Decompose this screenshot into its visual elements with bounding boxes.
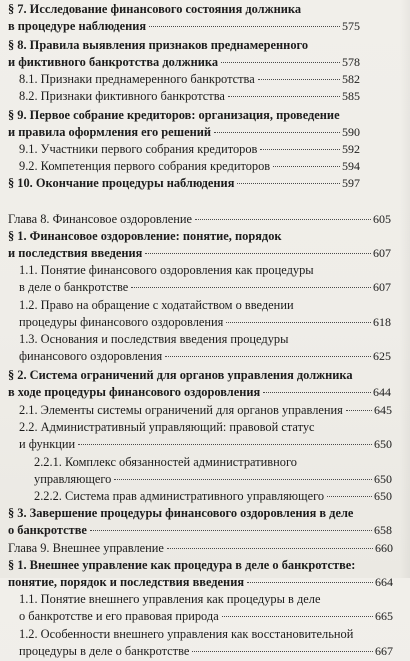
toc-entry-title: и правила оформления его решений xyxy=(8,125,212,139)
toc-entry-title: Глава 9. Внешнее управление xyxy=(8,541,164,555)
toc-entry xyxy=(19,297,391,315)
toc-entry-page-number: 607 xyxy=(373,246,391,260)
toc-entry-title: в ходе процедуры финансового оздоровления xyxy=(8,385,261,399)
toc-entry-page-number: 592 xyxy=(342,142,360,156)
toc-entry-title: 2.1. Элементы системы ограничений для органов управления xyxy=(19,403,343,417)
toc-entry-title: и последствия введения xyxy=(8,246,143,260)
toc-entry-title: § 1. Финансовое оздоровление: понятие, порядок xyxy=(8,229,282,243)
toc-entry-title: § 3. Завершение процедуры финансового оздоровления в деле xyxy=(8,506,354,520)
toc-entry xyxy=(8,124,360,142)
toc-entry-title: 8.1. Признаки преднамеренного банкротства xyxy=(19,72,255,86)
toc-entry-title: о банкротстве xyxy=(8,523,87,537)
toc-entry xyxy=(19,71,360,89)
toc-entry xyxy=(8,211,391,229)
toc-entry-title: 9.1. Участники первого собрания кредиторов xyxy=(19,142,258,156)
toc-entry xyxy=(19,279,391,297)
toc-entry-title: § 10. Окончание процедуры наблюдения xyxy=(8,176,235,190)
toc-entry xyxy=(34,454,392,472)
dot-leader xyxy=(165,356,371,357)
toc-entry-page-number: 594 xyxy=(342,159,360,173)
toc-entry xyxy=(8,522,392,540)
toc-entry-title: Глава 8. Финансовое оздоровление xyxy=(8,212,193,226)
toc-entry-page-number: 597 xyxy=(342,176,360,190)
toc-entry xyxy=(19,88,360,106)
toc-entry-page-number: 582 xyxy=(342,72,360,86)
dot-leader xyxy=(226,322,371,323)
toc-entry-page-number: 667 xyxy=(375,644,393,658)
dot-leader xyxy=(247,582,373,583)
toc-entry xyxy=(8,175,360,193)
toc-entry xyxy=(8,245,391,263)
dot-leader xyxy=(195,219,371,220)
toc-entry-title: 9.2. Компетенция первого собрания кредиторов xyxy=(19,159,271,173)
toc-entry-page-number: 644 xyxy=(373,385,391,399)
toc-entry xyxy=(8,228,391,246)
dot-leader xyxy=(273,166,340,167)
toc-entry-title: и функции xyxy=(19,437,76,451)
dot-leader xyxy=(214,132,340,133)
dot-leader xyxy=(260,149,340,150)
dot-leader xyxy=(346,410,372,411)
toc-entry xyxy=(19,591,393,609)
dot-leader xyxy=(221,62,340,63)
toc-entry-title: 1.2. Право на обращение с ходатайством о введении xyxy=(19,298,294,312)
dot-leader xyxy=(192,651,373,652)
dot-leader xyxy=(263,392,371,393)
toc-entry-title: 1.1. Понятие финансового оздоровления как процедуры xyxy=(19,263,314,277)
toc-entry xyxy=(8,1,360,19)
toc-entry-title: § 2. Система ограничений для органов управления должника xyxy=(8,368,353,382)
toc-entry-title: 2.2.1. Комплекс обязанностей административного xyxy=(34,455,297,469)
toc-entry xyxy=(19,626,393,644)
toc-entry xyxy=(19,158,360,176)
dot-leader xyxy=(222,616,373,617)
dot-leader xyxy=(258,79,340,80)
toc-entry-title: и фиктивного банкротства должника xyxy=(8,55,219,69)
toc-entry-title: § 8. Правила выявления признаков преднамеренного xyxy=(8,38,309,52)
toc-entry-page-number: 650 xyxy=(374,437,392,451)
dot-leader xyxy=(237,183,340,184)
dot-leader xyxy=(167,548,373,549)
toc-entry-title: 1.2. Особенности внешнего управления как восстановительной xyxy=(19,627,354,641)
toc-entry-title: процедуры финансового оздоровления xyxy=(19,315,224,329)
dot-leader xyxy=(114,479,372,480)
dot-leader xyxy=(149,26,340,27)
toc-entry xyxy=(19,331,391,349)
toc-entry xyxy=(19,608,393,626)
dot-leader xyxy=(228,96,340,97)
toc-entry-page-number: 605 xyxy=(373,212,391,226)
toc-entry xyxy=(8,540,393,558)
toc-entry-page-number: 578 xyxy=(342,55,360,69)
toc-entry xyxy=(19,402,392,420)
toc-entry-page-number: 607 xyxy=(373,280,391,294)
page-edge-shadow xyxy=(400,0,410,578)
toc-entry xyxy=(19,141,360,159)
toc-entry-page-number: 590 xyxy=(342,125,360,139)
toc-entry xyxy=(34,488,392,506)
toc-entry xyxy=(19,348,391,366)
toc-entry xyxy=(19,314,391,332)
toc-entry xyxy=(8,557,393,575)
toc-entry-title: управляющего xyxy=(34,472,112,486)
toc-entry-page-number: 585 xyxy=(342,89,360,103)
toc-entry-page-number: 650 xyxy=(374,472,392,486)
toc-entry-page-number: 660 xyxy=(375,541,393,555)
toc-entry-title: 1.3. Основания и последствия введения процедуры xyxy=(19,332,289,346)
toc-entry xyxy=(19,262,391,280)
toc-entry-page-number: 664 xyxy=(375,575,393,589)
toc-entry xyxy=(8,18,360,36)
toc-entry-title: финансового оздоровления xyxy=(19,349,163,363)
toc-entry-title: 2.2. Административный управляющий: правовой статус xyxy=(19,420,315,434)
dot-leader xyxy=(90,530,372,531)
dot-leader xyxy=(145,253,371,254)
toc-entry xyxy=(8,574,393,592)
dot-leader xyxy=(78,444,372,445)
toc-entry-title: 8.2. Признаки фиктивного банкротства xyxy=(19,89,225,103)
toc-entry xyxy=(8,505,392,523)
toc-entry-title: 1.1. Понятие внешнего управления как процедуры в деле xyxy=(19,592,321,606)
toc-entry-page-number: 618 xyxy=(373,315,391,329)
toc-entry-title: процедуры в деле о банкротстве xyxy=(19,644,190,658)
toc-entry-title: в процедуре наблюдения xyxy=(8,19,147,33)
toc-entry-title: в деле о банкротстве xyxy=(19,280,129,294)
toc-entry-title: § 7. Исследование финансового состояния должника xyxy=(8,2,302,16)
toc-entry xyxy=(34,471,392,489)
toc-entry xyxy=(8,384,391,402)
dot-leader xyxy=(131,287,371,288)
toc-entry-title: § 1. Внешнее управление как процедура в деле о банкротстве: xyxy=(8,558,356,572)
toc-entry xyxy=(19,419,392,437)
toc-entry-title: 2.2.2. Система прав административного управляющего xyxy=(34,489,325,503)
toc-entry-title: § 9. Первое собрание кредиторов: организация, проведение xyxy=(8,108,340,122)
toc-entry-page-number: 645 xyxy=(374,403,392,417)
toc-entry-page-number: 665 xyxy=(375,609,393,623)
toc-entry-page-number: 650 xyxy=(374,489,392,503)
toc-entry xyxy=(8,107,360,125)
toc-entry xyxy=(8,37,360,55)
toc-entry-page-number: 575 xyxy=(342,19,360,33)
toc-entry xyxy=(19,436,392,454)
toc-entry xyxy=(8,367,391,385)
toc-entry-page-number: 625 xyxy=(373,349,391,363)
toc-entry-title: о банкротстве и его правовая природа xyxy=(19,609,219,623)
toc-entry xyxy=(19,643,393,661)
dot-leader xyxy=(327,496,372,497)
toc-entry-title: понятие, порядок и последствия введения xyxy=(8,575,245,589)
toc-entry xyxy=(8,54,360,72)
toc-entry-page-number: 658 xyxy=(374,523,392,537)
